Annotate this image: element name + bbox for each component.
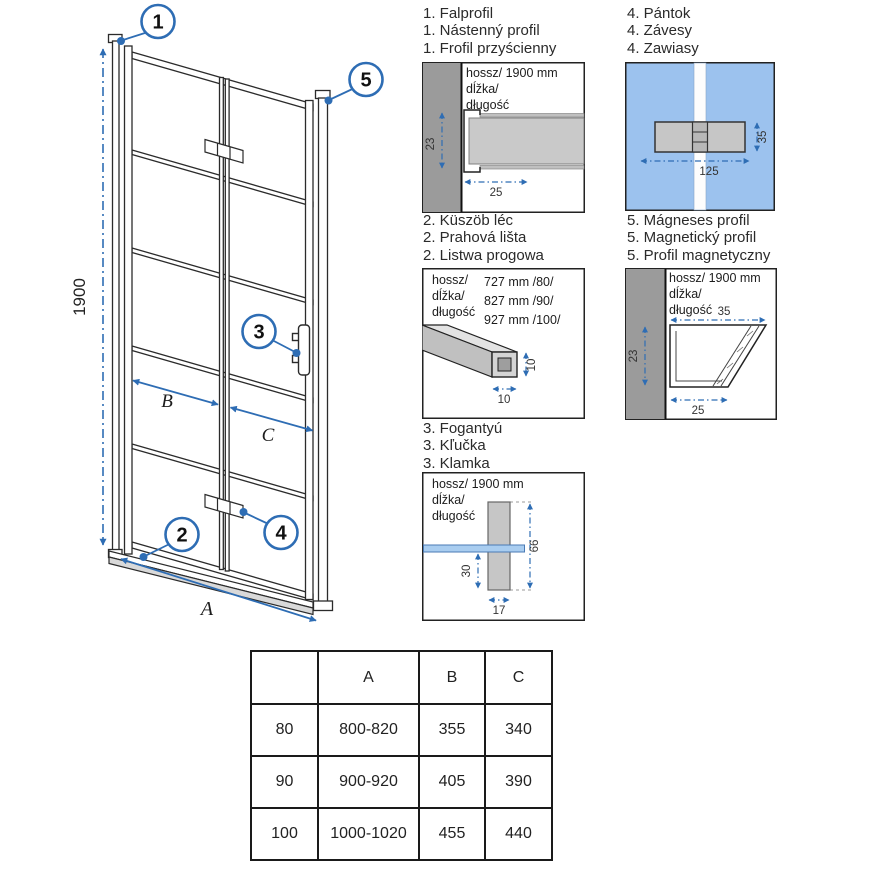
section-1-title-hu: 1. Falprofil [423,5,494,22]
callout-2-number: 2 [176,524,188,547]
detail-box-magnetic-profile [625,268,777,420]
dim-b-label: B [161,391,173,412]
detail-box-handle [422,472,585,621]
dim-35-label: 35 [717,306,731,318]
legend-section-1 [423,5,556,57]
size-table-header-row [251,651,552,704]
size-cell: 80 [251,704,318,756]
section-3-title-pl: 3. Klamka [423,454,490,472]
section-2-title-pl: 2. Listwa progowa [423,246,544,264]
wall-profile-bar [109,35,123,558]
dim-10-width-label: 10 [497,394,511,406]
legend-section-5 [627,212,770,264]
dim-23-label: 23 [628,349,640,363]
section-4-title-hu: 4. Pántok [627,5,691,22]
header-c-cell: C [485,651,552,704]
dim-66-label: 66 [529,539,541,553]
length-line-1: hossz/ 1900 mm [432,477,524,491]
section-3-title-hu: 3. Fogantyú [423,420,503,437]
dim-23-label: 23 [425,137,437,151]
dim-10-height-label: 10 [526,358,538,372]
dim-b [133,381,218,413]
dim-35-label: 35 [757,130,769,144]
length-line-3: długość [432,509,476,523]
hinge-bottom [205,495,243,519]
dim-125-label: 125 [699,166,719,178]
section-5-title-sk: 5. Magnetický profil [627,229,757,247]
height-dimension [70,49,103,545]
size-cell: 100 [251,808,318,860]
legend-section-3 [423,420,502,472]
length-line-3: długość [466,98,510,112]
b-cell: 455 [419,808,485,860]
magnetic-profile-bar [314,91,333,611]
length-line-3: długość [432,305,476,319]
callout-3-number: 3 [253,321,265,344]
header-b-cell: B [419,651,485,704]
length-line-1: hossz/ 1900 mm [669,271,761,285]
length-line-2: dĺžka/ [432,493,465,507]
length-value-100: 927 mm /100/ [484,313,561,327]
a-cell: 900-920 [318,756,419,808]
dim-25-label: 25 [691,405,705,417]
length-line-3: długość [669,303,713,317]
wall-section [423,63,461,212]
section-4-title-pl: 4. Zawiasy [627,39,699,57]
section-5-title-pl: 5. Profil magnetyczny [627,246,771,264]
dim-30-label: 30 [461,564,473,578]
length-line-1: hossz/ 1900 mm [466,66,558,80]
shower-door-drawing [0,0,420,650]
length-line-2: dĺžka/ [466,82,499,96]
length-value-80: 727 mm /80/ [484,275,554,289]
callout-5-number: 5 [360,69,372,92]
legend-section-4 [627,5,699,57]
dim-a-label: A [200,598,214,620]
size-row-90 [251,756,552,808]
detail-box-hinge [625,62,775,211]
length-line-2: dĺžka/ [669,287,702,301]
section-4-title-sk: 4. Závesy [627,22,693,40]
size-row-100 [251,808,552,860]
c-cell: 440 [485,808,552,860]
callout-4 [240,508,298,549]
callout-1-number: 1 [152,11,164,34]
section-1-title-sk: 1. Nástenný profil [423,22,540,40]
size-row-80 [251,704,552,756]
callout-4-number: 4 [275,522,287,545]
b-cell: 405 [419,756,485,808]
callout-3 [243,315,301,357]
length-line-1: hossz/ [432,273,469,287]
section-2-title-hu: 2. Küszöb léc [423,212,514,229]
detail-box-wall-profile [422,62,585,213]
glass-panel [469,118,584,164]
dim-c-label: C [261,425,275,446]
a-cell: 1000-1020 [318,808,419,860]
hinge-top [205,140,243,164]
dim-25-label: 25 [489,187,503,199]
b-cell: 355 [419,704,485,756]
length-line-2: dĺžka/ [432,289,465,303]
header-empty-cell [251,651,318,704]
dim-17-label: 17 [492,605,506,617]
section-2-title-sk: 2. Prahová lišta [423,229,527,247]
c-cell: 390 [485,756,552,808]
dim-c [231,408,313,447]
height-dimension-label: 1900 [70,278,89,316]
legend-section-2 [423,212,544,264]
section-1-title-pl: 1. Frofil przyścienny [423,39,557,57]
callout-5 [325,63,383,105]
section-5-title-hu: 5. Mágneses profil [627,212,750,229]
section-3-title-sk: 3. Kľučka [423,437,486,455]
c-cell: 340 [485,704,552,756]
size-table [250,650,553,861]
glass-strip [424,545,525,552]
header-a-cell: A [318,651,419,704]
length-value-90: 827 mm /90/ [484,294,554,308]
size-cell: 90 [251,756,318,808]
callout-1 [117,5,175,45]
detail-box-threshold [422,268,585,419]
a-cell: 800-820 [318,704,419,756]
